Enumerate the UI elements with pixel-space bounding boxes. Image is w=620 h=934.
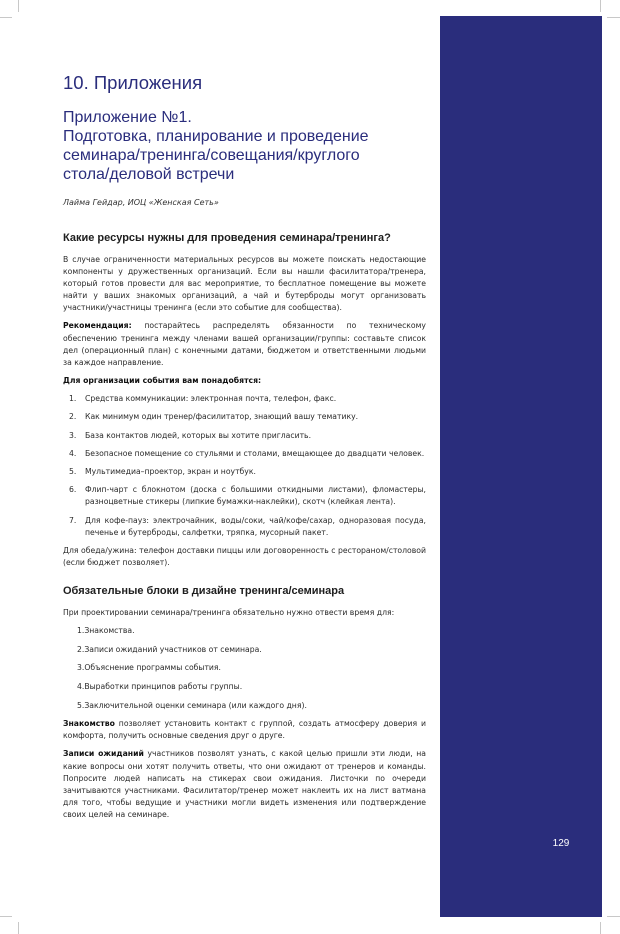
- paragraph-blocks-intro: При проектировании семинара/тренинга обязательно нужно отвести время для:: [63, 608, 395, 618]
- list-item: [63, 515, 426, 539]
- appendix-title-line: стола/деловой встречи: [63, 166, 235, 183]
- list-item: 5.Заключительной оценки семинара (или каждого дня).: [77, 700, 307, 710]
- resources-list: [63, 393, 426, 539]
- crop-mark: [607, 916, 620, 917]
- appendix-title-line: семинара/тренинга/совещания/круглого: [63, 147, 360, 164]
- term-acquaintance: Знакомство: [63, 719, 115, 729]
- list-item: 3.Объяснение программы события.: [77, 663, 221, 673]
- list-intro-text: Для организации события вам понадобятся:: [63, 375, 262, 385]
- crop-mark: [600, 922, 601, 934]
- list-item-text: Мультимедиа–проектор, экран и ноутбук.: [85, 467, 256, 477]
- author-credit: Лайма Гейдар, ИОЦ «Женская Сеть»: [63, 198, 219, 207]
- page-content: [63, 70, 426, 827]
- crop-mark: [18, 922, 19, 934]
- list-number: 1.: [69, 393, 77, 403]
- list-item-text: База контактов людей, которых вы хотите пригласить.: [85, 430, 312, 440]
- list-item-text: Как минимум один тренер/фасилитатор, знающий вашу тематику.: [85, 412, 359, 422]
- term-expectations: Записи ожиданий: [63, 749, 144, 759]
- list-item-text: Для кофе-пауз: электрочайник, воды/соки, чай/кофе/сахар, одноразовая посуда, печенье и бутерброды, салфетки, тряпка, мусорный пакет.: [85, 515, 426, 537]
- list-item: [63, 430, 426, 442]
- crop-mark: [0, 916, 12, 917]
- crop-mark: [600, 0, 601, 12]
- list-number: 4.: [69, 448, 77, 458]
- list-number: 6.: [69, 485, 77, 495]
- list-item-text: Безопасное помещение со стульями и столами, вмещающее до двадцати человек.: [85, 448, 425, 458]
- paragraph-acquaintance: [63, 718, 426, 742]
- chapter-title: 10. Приложения: [63, 72, 203, 93]
- list-item: 4.Выработки принципов работы группы.: [77, 682, 243, 692]
- list-number: 3.: [69, 430, 77, 440]
- list-item: [63, 448, 426, 460]
- appendix-title-line: Приложение №1.: [63, 109, 192, 126]
- crop-mark: [18, 0, 19, 12]
- paragraph-expectations: [63, 748, 426, 821]
- expectations-text: участников позволят узнать, с какой целью пришли эти люди, на какие вопросы они хотят получить ответы, что они ожидают от тренеров и команды. Попросите людей написать на стикерах свои ожидания. Листочки по очереди зачитываются участниками. Фасилитатор/тренер может наклеить их на лист ватмана для того, чтобы ведущие и участники могли видеть изменения или подтверждение своих целей на семинаре.: [63, 749, 426, 819]
- recommendation-text: постарайтесь распределять обязанности по техническому обеспечению тренинга между членами вашей организации/группы: составьте список дел (операционный план) с конечными датами, бюджетом и ответственными людьми за каждое направление.: [63, 321, 426, 367]
- recommendation-label: Рекомендация:: [63, 321, 132, 331]
- list-item: [63, 411, 426, 423]
- list-item-text: Флип-чарт с блокнотом (доска с большими откидными листами), фломастеры, разноцветные стикеры (липкие бумажки-наклейки), скотч (клейкая лента).: [85, 485, 426, 507]
- list-item: [63, 466, 426, 478]
- appendix-title: [63, 108, 426, 184]
- list-number: 7.: [69, 515, 77, 525]
- list-item-text: Средства коммуникации: электронная почта, телефон, факс.: [85, 393, 337, 403]
- page-number: 129: [552, 838, 570, 849]
- crop-mark: [607, 17, 620, 18]
- crop-mark: [0, 17, 12, 18]
- section-heading-resources: Какие ресурсы нужны для проведения семинара/тренинга?: [63, 232, 391, 244]
- list-intro: [63, 375, 426, 387]
- list-number: 2.: [69, 412, 77, 422]
- list-item: [63, 484, 426, 508]
- appendix-title-line: Подготовка, планирование и проведение: [63, 128, 369, 145]
- paragraph-lunch: Для обеда/ужина: телефон доставки пиццы или договоренность с рестораном/столовой (если бюджет позволяет).: [63, 546, 426, 568]
- list-item: 2.Записи ожиданий участников от семинара.: [77, 644, 262, 654]
- blocks-list: [63, 625, 426, 711]
- list-item: 1.Знакомства.: [77, 626, 135, 636]
- sidebar-band: [440, 16, 602, 917]
- list-item: [63, 393, 426, 405]
- acquaintance-text: позволяет установить контакт с группой, создать атмосферу доверия и комфорта, получить основные сведения друг о друге.: [63, 719, 426, 741]
- list-number: 5.: [69, 467, 77, 477]
- paragraph-recommendation: [63, 320, 426, 368]
- paragraph-intro: В случае ограниченности материальных ресурсов вы можете поискать недостающие компоненты у дружественных организаций. Если вы нашли фасилитатора/тренера, который готов провести для вас мероприятие, то бесплатное помещение вы можете найти у ваших знакомых организаций, а чай и бутерброды могут организовать участники/участницы тренинга (если это событие для сообщества).: [63, 255, 426, 313]
- section-heading-blocks: Обязательные блоки в дизайне тренинга/семинара: [63, 585, 345, 598]
